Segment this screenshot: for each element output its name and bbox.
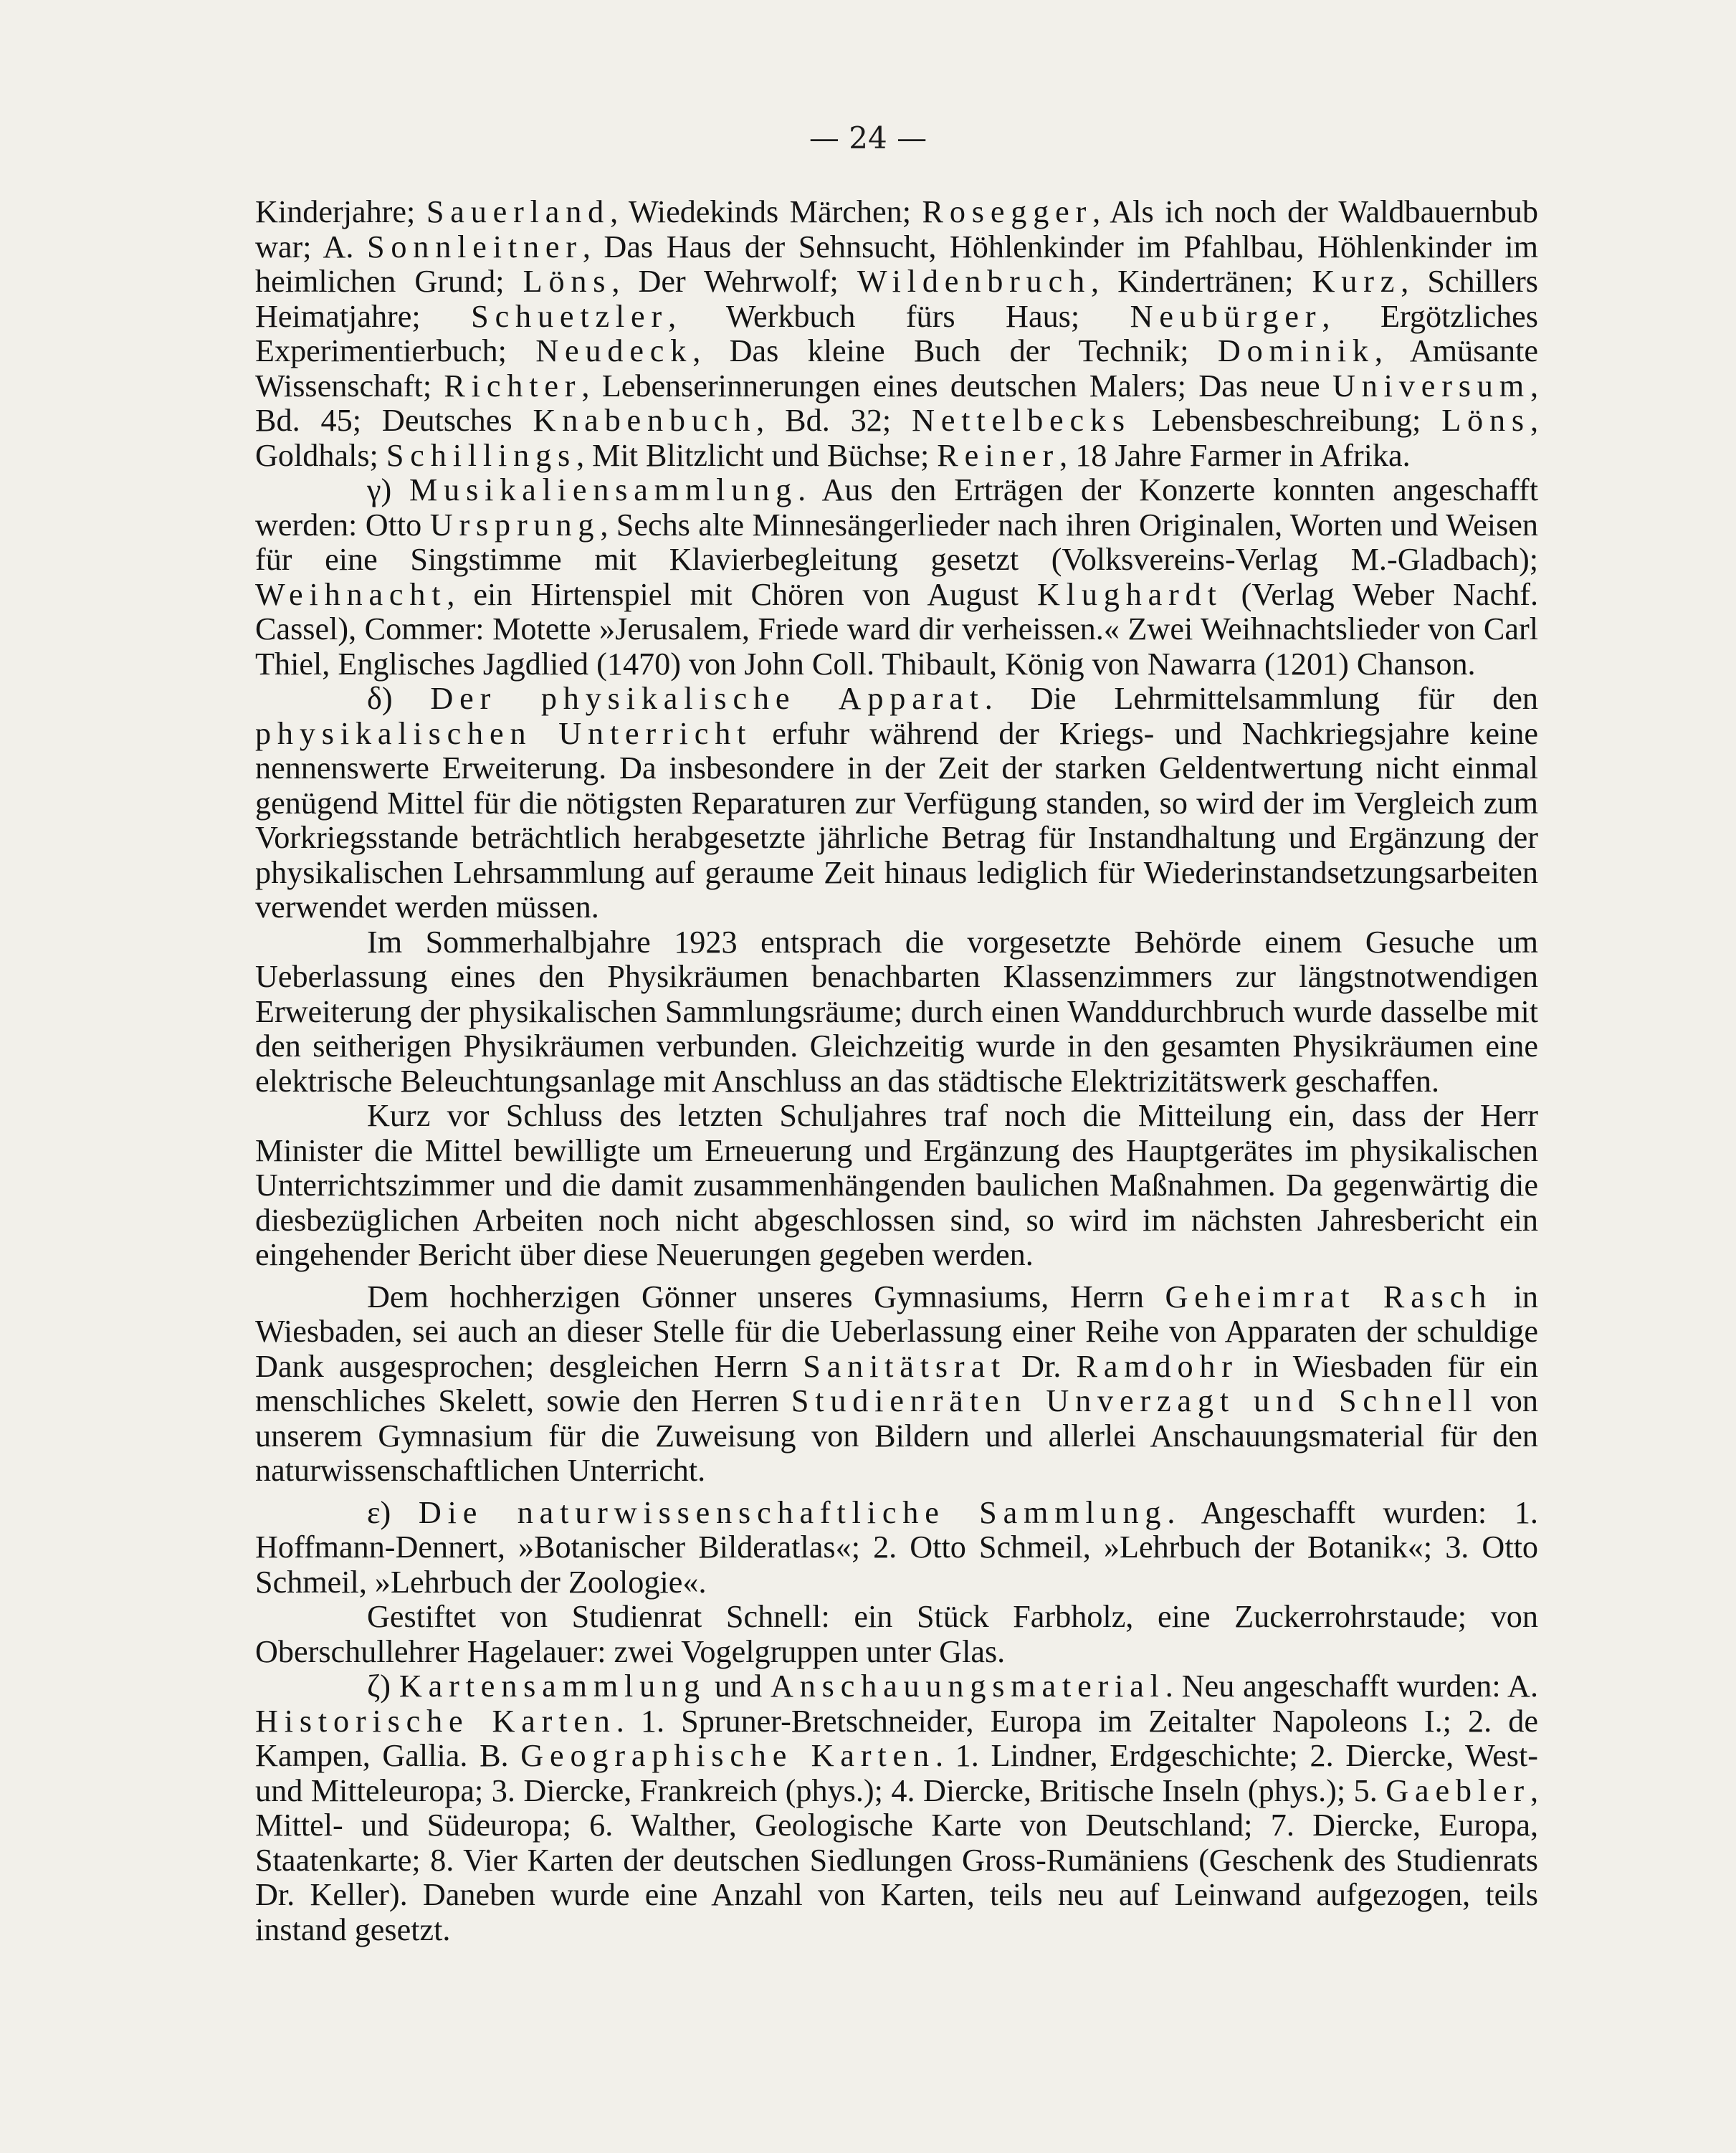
spaced-emphasis: physikalischen Unterricht (255, 715, 753, 751)
text-run: γ) (367, 472, 410, 507)
text-run: , Ergötzliches Experimentierbuch; (255, 298, 1538, 368)
text-run: . Die Lehrmittelsammlung für den (984, 681, 1538, 716)
spaced-emphasis: Knabenbuch (533, 403, 757, 438)
spaced-emphasis: Neubürger (1130, 298, 1322, 334)
text-run: und (705, 1669, 771, 1704)
spaced-emphasis: Löns (1441, 403, 1530, 438)
text-run: , Mittel- und Südeuropa; 6. Walther, Geologische Karte von Deutschland; 7. Diercke, Europa, Staatenkarte; 8. Vier Karten der deutschen Siedlungen Gross-Rumäniens (Geschenk des Studienrats Dr. Keller). Daneben wurde eine Anzahl von Karten, teils neu auf Leinwand aufgezogen, teils instand gesetzt. (255, 1772, 1538, 1947)
text-run: , Als ich noch der Waldbauernbub war; A. (255, 194, 1538, 264)
spaced-emphasis: Kurz (1312, 264, 1401, 299)
text-run: ε) (367, 1494, 419, 1530)
text-run: , Schillers Heimatjahre; (255, 264, 1538, 334)
text-run: in Wiesbaden für ein menschliches Skelett, sowie den Herren (255, 1348, 1539, 1418)
text-run: erfuhr während der Kriegs- und Nachkriegsjahre keine nennenswerte Erweiterung. Da insbesondere in der Zeit der starken Geldentwertung nicht einmal genügend Mittel für die nötigsten Reparaturen zur Verfügung standen, so wird der im Vergleich zum Vorkriegsstande beträchtlich herabgesetzte jährliche Betrag für Instandhaltung und Ergänzung der physikalischen Lehrsammlung auf geraume Zeit hinaus lediglich für Wiederinstandsetzungsarbeiten verwendet werden müssen. (255, 715, 1538, 925)
text-run: , Das kleine Buch der Technik; (692, 333, 1218, 368)
spaced-emphasis: Historische Karten (255, 1703, 616, 1739)
spaced-emphasis: Reiner (937, 437, 1060, 473)
paragraph (255, 1600, 1538, 1669)
text-run: . Angeschafft wurden: 1. Hoffmann-Dennert, »Botanischer Bilderatlas«; 2. Otto Schmeil, »Lehrbuch der Botanik«; 3. Otto Schmeil, »Lehrbuch der Zoologie«. (255, 1494, 1538, 1600)
spaced-emphasis: Neudeck (535, 333, 693, 368)
text-run: in Wiesbaden, sei auch an dieser Stelle für die Ueberlassung einer Reihe von Apparaten der schuldige Dank ausgesprochen; desgleichen Herrn (255, 1279, 1538, 1384)
text-run: . Neu angeschafft wurden: A. (1165, 1669, 1539, 1704)
text-run: Lebensbeschreibung; (1130, 403, 1442, 438)
spaced-emphasis: Sauerland (426, 194, 611, 229)
spaced-emphasis: Rosegger (922, 194, 1093, 229)
paragraph (255, 1280, 1538, 1489)
text-run: , Der Wehrwolf; (611, 264, 857, 299)
paragraph (255, 195, 1538, 473)
spaced-emphasis: Gaebler (1386, 1772, 1530, 1808)
text-run: , Bd. 32; (756, 403, 912, 438)
spaced-emphasis: Ramdohr (1076, 1348, 1239, 1384)
spaced-emphasis: Kartensammlung (399, 1669, 706, 1704)
spaced-emphasis: Dominik (1217, 333, 1375, 368)
spaced-emphasis: Sanitätsrat (803, 1348, 1007, 1384)
text-run: . 1. Lindner, Erdgeschichte; 2. Diercke, West- und Mitteleuropa; 3. Diercke, Frankreich (phys.); 4. Diercke, Britische Inseln (phys.); 5. (255, 1738, 1538, 1808)
spaced-emphasis: Geheimrat Rasch (1165, 1279, 1493, 1314)
spaced-emphasis: Weihnacht (255, 576, 447, 612)
spaced-emphasis: Klughardt (1036, 576, 1223, 612)
spaced-emphasis: Der physikalische Apparat (430, 681, 985, 716)
text-run: Dem hochherzigen Gönner unseres Gymnasiums, Herrn (367, 1279, 1165, 1314)
text-run: , Das Haus der Sehnsucht, Höhlenkinder im Pfahlbau, Höhlenkinder im heimlichen Grund; (255, 229, 1538, 299)
text-run: , Lebenserinnerungen eines deutschen Malers; Das neue (581, 368, 1332, 404)
text-run: Dr. (1006, 1348, 1077, 1384)
spaced-emphasis: Sonnleitner (366, 229, 583, 264)
text-run: , ein Hirtenspiel mit Chören von August (447, 576, 1037, 612)
paragraph (255, 925, 1538, 1099)
text-run: Kinderjahre; (255, 194, 426, 229)
body-text (255, 195, 1538, 1947)
paragraph (255, 1496, 1538, 1600)
spaced-emphasis: Wildenbruch (857, 264, 1091, 299)
spaced-emphasis: Richter (444, 368, 582, 404)
text-run: , Amüsante Wissenschaft; (255, 333, 1538, 404)
text-run: . Aus den Erträgen der Konzerte konnten angeschafft werden: Otto (255, 472, 1538, 543)
text-run: (Verlag Weber Nachf. Cassel), Commer: Motette »Jerusalem, Friede ward dir verheissen.« Zwei Weihnachtslieder von Carl Thiel, Englisches Jagdlied (1470) von John Coll. Thibault, König von Nawarra (1201) Chanson. (255, 576, 1538, 682)
page-number: — 24 — (809, 120, 927, 156)
spaced-emphasis: Schuetzler (471, 298, 669, 334)
text-run: δ) (367, 681, 431, 716)
spaced-emphasis: Anschauungsmaterial (770, 1669, 1165, 1704)
paragraph (255, 473, 1538, 682)
paragraph (255, 682, 1538, 925)
text-run: von unserem Gymnasium für die Zuweisung von Bildern und allerlei Anschauungsmaterial für den naturwissenschaftlichen Unterricht. (255, 1383, 1538, 1488)
spaced-emphasis: Die naturwissenschaftliche Sammlung (418, 1494, 1168, 1530)
text-run: . 1. Spruner-Bretschneider, Europa im Zeitalter Napoleons I.; 2. de Kampen, Gallia. B. (255, 1703, 1539, 1773)
text-run: Im Sommerhalbjahre 1923 entsprach die vorgesetzte Behörde einem Gesuche um Ueberlassung eines den Physikräumen benachbarten Klassenzimmers zur längstnotwendigen Erweiterung der physikalischen Sammlungsräume; durch einen Wanddurchbruch wurde dasselbe mit den seitherigen Physikräumen verbunden. Gleichzeitig wurde in den gesamten Physikräumen eine elektrische Beleuchtungsanlage mit Anschluss an das städtische Elektrizitätswerk geschaffen. (255, 924, 1538, 1099)
spaced-emphasis: Musikaliensammlung (409, 472, 798, 507)
text-run: , Goldhals; (255, 403, 1538, 473)
text-run: ζ) (367, 1669, 399, 1704)
spaced-emphasis: Ursprung (429, 507, 601, 543)
paragraph (255, 1099, 1538, 1273)
spaced-emphasis: Geographische Karten (520, 1738, 935, 1773)
spaced-emphasis: Löns (523, 264, 612, 299)
text-run: Gestiftet von Studienrat Schnell: ein Stück Farbholz, eine Zuckerrohrstaude; von Oberschullehrer Hagelauer: zwei Vogelgruppen unter Glas. (255, 1599, 1538, 1669)
text-run: , 18 Jahre Farmer in Afrika. (1059, 437, 1411, 473)
text-run: , Werkbuch fürs Haus; (668, 298, 1130, 334)
text-run: , Kindertränen; (1091, 264, 1312, 299)
spaced-emphasis: Universum (1332, 368, 1530, 404)
spaced-emphasis: Nettelbecks (912, 403, 1131, 438)
text-run: , Bd. 45; Deutsches (255, 368, 1538, 438)
spaced-emphasis: Schillings (386, 437, 577, 473)
text-run: , Sechs alte Minnesängerlieder nach ihren Originalen, Worten und Weisen für eine Singstimme mit Klavierbegleitung gesetzt (Volksvereins-Verlag M.-Gladbach); (255, 507, 1538, 577)
text-run: , Wiedekinds Märchen; (610, 194, 922, 229)
spaced-emphasis: Studienräten Unverzagt und Schnell (791, 1383, 1479, 1418)
paragraph (255, 1669, 1538, 1947)
text-run: , Mit Blitzlicht und Büchse; (576, 437, 938, 473)
text-run: Kurz vor Schluss des letzten Schuljahres traf noch die Mitteilung ein, dass der Herr Minister die Mittel bewilligte um Erneuerung und Ergänzung des Hauptgerätes im physikalischen Unterrichtszimmer und die damit zusammenhängenden baulichen Maßnahmen. Da gegenwärtig die diesbezüglichen Arbeiten noch nicht abgeschlossen sind, so wird im nächsten Jahresbericht ein eingehender Bericht über diese Neuerungen gegeben werden. (255, 1098, 1538, 1272)
